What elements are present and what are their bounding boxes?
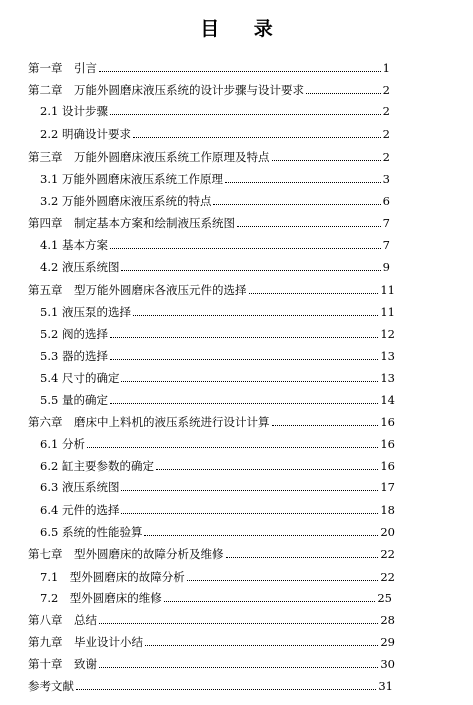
- toc-entry-page-number: 17: [380, 480, 395, 494]
- toc-entry-label: 6.3 液压系统图: [40, 480, 120, 494]
- toc-entry-page-number: 14: [380, 393, 395, 407]
- toc-entry-page-number: 7: [382, 216, 390, 230]
- toc-entry-page-number: 30: [380, 657, 395, 671]
- toc-leader-dots: [144, 535, 378, 536]
- toc-leader-dots: [110, 337, 378, 338]
- toc-entry-label: 第六章 磨床中上料机的液压系统进行设计计算: [28, 415, 270, 429]
- toc-entry-label: 第七章 型外圆磨床的故障分析及维修: [28, 547, 224, 561]
- toc-entry-page-number: 16: [380, 459, 395, 473]
- toc-entry[interactable]: [40, 326, 395, 342]
- toc-leader-dots: [99, 71, 381, 72]
- toc-entry-page-number: 13: [380, 349, 395, 363]
- toc-leader-dots: [226, 557, 379, 558]
- toc-leader-dots: [76, 689, 376, 690]
- page-title: 目 录: [200, 18, 287, 40]
- toc-entry[interactable]: [40, 348, 395, 364]
- toc-leader-dots: [156, 469, 378, 470]
- toc-entry-label: 4.1 基本方案: [40, 238, 108, 252]
- toc-leader-dots: [187, 580, 379, 581]
- toc-leader-dots: [225, 182, 381, 183]
- toc-leader-dots: [110, 359, 378, 360]
- toc-entry[interactable]: [40, 193, 390, 209]
- toc-entry-page-number: 18: [380, 503, 395, 517]
- toc-entry[interactable]: [40, 126, 390, 142]
- toc-entry[interactable]: [28, 60, 390, 76]
- toc-leader-dots: [110, 403, 378, 404]
- toc-leader-dots: [164, 601, 376, 602]
- toc-entry[interactable]: [40, 524, 395, 540]
- toc-leader-dots: [237, 226, 381, 227]
- toc-entry[interactable]: [28, 678, 393, 694]
- toc-entry-page-number: 25: [377, 591, 392, 605]
- toc-entry[interactable]: [40, 479, 395, 495]
- toc-entry[interactable]: [40, 304, 395, 320]
- toc-entry-label: 第一章 引言: [28, 61, 97, 75]
- toc-entry-page-number: 20: [380, 525, 395, 539]
- toc-entry-label: 5.2 阀的选择: [40, 327, 108, 341]
- toc-leader-dots: [121, 490, 378, 491]
- toc-leader-dots: [306, 93, 381, 94]
- toc-entry-page-number: 13: [380, 371, 395, 385]
- toc-entry-page-number: 31: [378, 679, 393, 693]
- toc-entry-label: 参考文献: [28, 679, 74, 693]
- toc-entry[interactable]: [28, 282, 395, 298]
- toc-entry[interactable]: [28, 656, 395, 672]
- toc-entry[interactable]: [40, 458, 395, 474]
- toc-entry-page-number: 16: [380, 415, 395, 429]
- toc-entry[interactable]: [28, 82, 390, 98]
- toc-entry-page-number: 12: [380, 327, 395, 341]
- toc-entry-page-number: 29: [380, 635, 395, 649]
- toc-leader-dots: [133, 315, 378, 316]
- toc-entry[interactable]: [40, 237, 390, 253]
- toc-entry-label: 3.2 万能外圆磨床液压系统的特点: [40, 194, 212, 208]
- toc-entry-label: 2.1 设计步骤: [40, 104, 108, 118]
- toc-entry-page-number: 9: [382, 260, 390, 274]
- toc-entry-label: 5.3 器的选择: [40, 349, 108, 363]
- toc-entry-label: 第二章 万能外圆磨床液压系统的设计步骤与设计要求: [28, 83, 304, 97]
- toc-leader-dots: [121, 270, 380, 271]
- toc-entry-page-number: 1: [382, 61, 390, 75]
- toc-entry-page-number: 2: [382, 127, 390, 141]
- toc-leader-dots: [110, 248, 381, 249]
- toc-entry-page-number: 7: [382, 238, 390, 252]
- toc-entry[interactable]: [28, 149, 390, 165]
- toc-entry[interactable]: [28, 546, 395, 562]
- toc-entry[interactable]: [40, 103, 390, 119]
- toc-leader-dots: [272, 425, 379, 426]
- toc-entry[interactable]: [40, 259, 390, 275]
- toc-entry-label: 5.4 尺寸的确定: [40, 371, 120, 385]
- toc-entry[interactable]: [28, 612, 395, 628]
- toc-entry-page-number: 11: [380, 305, 395, 319]
- toc-entry-label: 6.4 元件的选择: [40, 503, 120, 517]
- toc-entry[interactable]: [28, 634, 395, 650]
- toc-entry-page-number: 22: [380, 547, 395, 561]
- toc-leader-dots: [272, 160, 381, 161]
- toc-leader-dots: [110, 114, 381, 115]
- toc-entry-page-number: 22: [380, 570, 395, 584]
- toc-leader-dots: [99, 623, 378, 624]
- toc-entry-label: 第十章 致谢: [28, 657, 97, 671]
- toc-entry[interactable]: [28, 414, 395, 430]
- toc-entry[interactable]: [40, 436, 395, 452]
- toc-entry[interactable]: [40, 502, 395, 518]
- toc-leader-dots: [99, 667, 378, 668]
- toc-entry[interactable]: [28, 215, 390, 231]
- toc-entry-page-number: 6: [382, 194, 390, 208]
- toc-entry-page-number: 3: [382, 172, 390, 186]
- toc-leader-dots: [213, 204, 380, 205]
- toc-leader-dots: [249, 293, 379, 294]
- toc-leader-dots: [133, 137, 381, 138]
- toc-entry-page-number: 28: [380, 613, 395, 627]
- toc-entry-label: 第八章 总结: [28, 613, 97, 627]
- toc-entry-label: 4.2 液压系统图: [40, 260, 120, 274]
- toc-entry-label: 7.2 型外圆磨床的维修: [40, 591, 162, 605]
- toc-entry-page-number: 2: [382, 104, 390, 118]
- toc-entry[interactable]: [40, 590, 392, 606]
- toc-entry-label: 6.5 系统的性能验算: [40, 525, 143, 539]
- toc-entry-label: 第三章 万能外圆磨床液压系统工作原理及特点: [28, 150, 270, 164]
- toc-entry-page-number: 16: [380, 437, 395, 451]
- toc-leader-dots: [121, 381, 378, 382]
- toc-entry[interactable]: [40, 370, 395, 386]
- toc-entry-label: 2.2 明确设计要求: [40, 127, 131, 141]
- toc-entry[interactable]: [40, 569, 395, 585]
- toc-entry-label: 第五章 型万能外圆磨床各液压元件的选择: [28, 283, 247, 297]
- toc-entry-label: 第九章 毕业设计小结: [28, 635, 143, 649]
- toc-leader-dots: [121, 513, 378, 514]
- toc-entry-page-number: 11: [380, 283, 395, 297]
- toc-entry[interactable]: [40, 392, 395, 408]
- toc-entry-label: 3.1 万能外圆磨床液压系统工作原理: [40, 172, 223, 186]
- toc-entry-label: 6.2 缸主要参数的确定: [40, 459, 154, 473]
- toc-entry-label: 第四章 制定基本方案和绘制液压系统图: [28, 216, 235, 230]
- toc-entry-page-number: 2: [382, 83, 390, 97]
- toc-entry[interactable]: [40, 171, 390, 187]
- toc-leader-dots: [145, 645, 378, 646]
- toc-leader-dots: [87, 447, 378, 448]
- toc-entry-label: 6.1 分析: [40, 437, 85, 451]
- toc-entry-label: 5.5 量的确定: [40, 393, 108, 407]
- toc-entry-label: 5.1 液压泵的选择: [40, 305, 131, 319]
- toc-entry-label: 7.1 型外圆磨床的故障分析: [40, 570, 185, 584]
- toc-entry-page-number: 2: [382, 150, 390, 164]
